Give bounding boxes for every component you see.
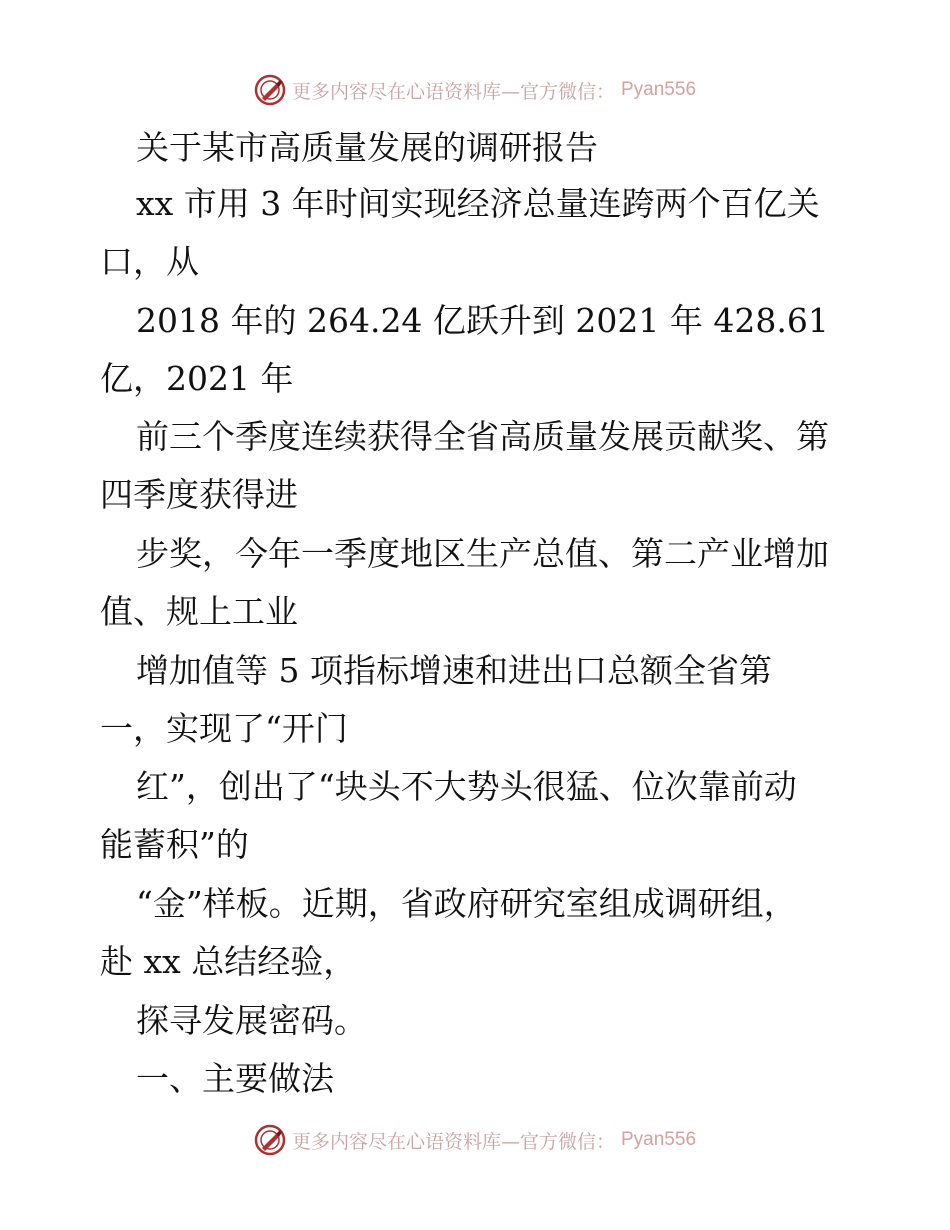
text-line: 一，实现了“开门 [100,709,348,748]
footer-wechat-id: Pyan556 [621,1129,697,1150]
text-line: 口，从 [100,242,199,281]
document-title: 关于某市高质量发展的调研报告 [136,128,598,167]
header-wechat-id: Pyan556 [621,79,697,100]
text-line: 红”，创出了“块头不大势头很猛、位次靠前动 [136,767,797,806]
text-line: 探寻发展密码。 [136,1001,367,1040]
text-line: 能蓄积”的 [100,825,249,864]
section-heading: 一、主要做法 [136,1059,334,1098]
text-line: 赴 xx 总结经验， [100,942,357,981]
header-banner-text: 更多内容尽在心语资料库—官方微信： [291,80,615,103]
text-line: 2018 年的 264.24 亿跃升到 2021 年 428.61 [136,301,829,340]
text-line: 前三个季度连续获得全省高质量发展贡献奖、第 [136,417,829,456]
text-line: 亿，2021 年 [100,359,294,398]
pen-logo-icon [254,1124,286,1156]
text-line: “金”样板。近期，省政府研究室组成调研组， [136,884,797,923]
header-banner [0,70,950,110]
text-line: 四季度获得进 [100,475,298,514]
footer-banner-text: 更多内容尽在心语资料库—官方微信： [291,1130,615,1153]
text-line: 步奖，今年一季度地区生产总值、第二产业增加 [136,534,829,573]
text-line: xx 市用 3 年时间实现经济总量连跨两个百亿关 [136,184,820,223]
pen-logo-icon [254,74,286,106]
text-line: 值、规上工业 [100,592,298,631]
footer-banner [0,1120,950,1160]
text-line: 增加值等 5 项指标增速和进出口总额全省第 [136,651,772,690]
